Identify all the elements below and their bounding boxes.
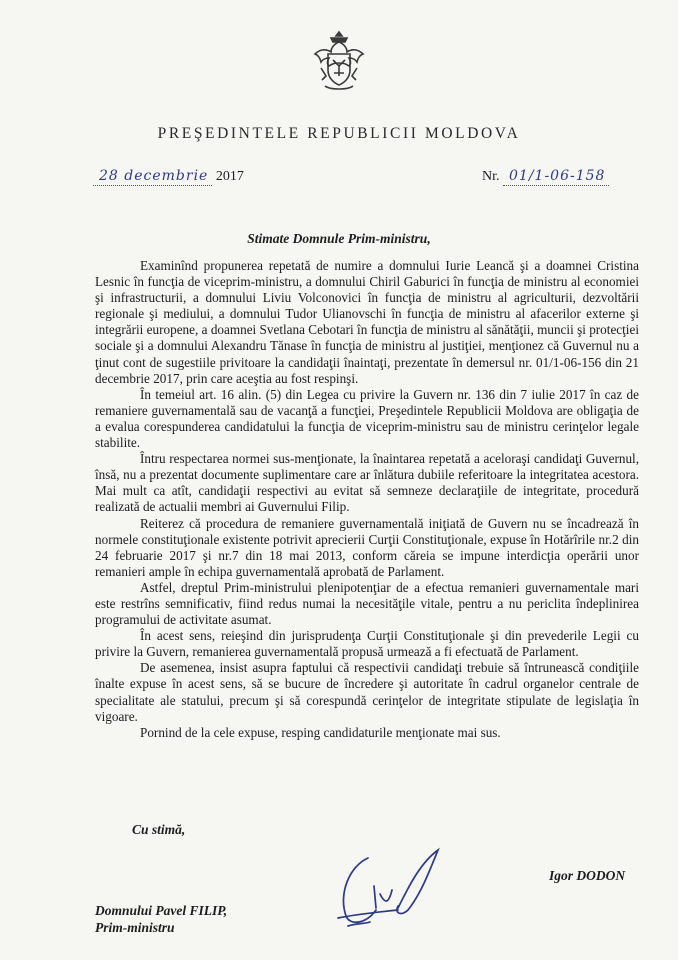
nr-label: Nr. <box>482 169 500 184</box>
institution-heading: PREŞEDINTELE REPUBLICII MOLDOVA <box>157 125 521 142</box>
date-line <box>93 168 244 186</box>
paragraph: Întru respectarea normei sus-menţionate, la înaintarea repetată a aceloraşi candidaţi Guvernul, însă, nu a prezentat documente suplimentare care ar înlătura dubiile referitoare la integritatea acestora. Mai mult ca atît, candidaţii respectivi au evitat să semneze declaraţiile de integritate, procedură realizată de actualii membri ai Guvernului Filip. <box>95 451 639 515</box>
paragraph: Astfel, dreptul Prim-ministrului plenipotenţiar de a efectua remanieri guvernamentale mari este restrîns semnificativ, fiind redus numai la necesităţile vitale, pentru a nu periclita îndeplinirea programului de activitate asumat. <box>95 579 639 628</box>
letter-body <box>95 258 639 741</box>
handwritten-date: 28 decembrie <box>93 168 212 186</box>
paragraph: Pornind de la cele expuse, resping candidaturile menţionate mai sus. <box>140 724 501 740</box>
addressee-block <box>95 902 227 936</box>
moldova-coat-of-arms-icon <box>311 28 367 94</box>
addressee-name: Domnului Pavel FILIP, <box>95 903 228 918</box>
paragraph: Examinînd propunerea repetată de numire a domnului Iurie Leancă şi a doamnei Cristina Lesnic în funcţia de viceprim-ministru, a domnului Chiril Gaburici în funcţia de ministru al economiei şi infrastructurii, a domnului Liviu Volconovici în funcţia de ministru al agriculturii, dezvoltării regionale şi mediului, a domnului Tudor Ulianovschi în funcţia de ministru al afacerilor externe şi integrării europene, a doamnei Svetlana Cebotari în funcţia de ministru al sănătăţii, muncii şi protecţiei sociale şi a domnului Alexandru Tănase în funcţia de ministru al justiţiei, menţionez că Guvernul nu a ţinut cont de sugestiile privitoare la candidaţii înaintaţi, prezentate în demersul nr. 01/1-06-156 din 21 decembrie 2017, prin care aceştia au fost respinşi. <box>95 258 639 386</box>
handwritten-signature <box>328 838 478 938</box>
salutation: Stimate Domnule Prim-ministru, <box>247 231 431 246</box>
signer-name: Igor DODON <box>549 868 626 883</box>
addressee-title: Prim-ministru <box>95 920 175 935</box>
paragraph: În acest sens, reieşind din jurisprudenţa Curţii Constituţionale şi din prevederile Legii cu privire la Guvern, remanierea guvernamentală propusă urmează a fi efectuată de Parlament. <box>95 628 639 660</box>
handwritten-reference-number: 01/1-06-158 <box>503 168 609 186</box>
paragraph: În temeiul art. 16 alin. (5) din Legea cu privire la Guvern nr. 136 din 7 iulie 2017 în caz de remaniere guvernamentală sau de vacanţă a funcţiei, Preşedintele Republicii Moldova are obligaţia de a evalua corespunderea candidatului la funcţia de viceprim-ministru sau de ministru cerinţelor legale stabilite. <box>95 386 639 451</box>
paragraph: De asemenea, insist asupra faptului că respectivii candidaţi trebuie să întrunească condiţiile înalte expuse în acest sens, să se bucure de încredere şi autoritate în cadrul organelor centrale de specialitate ale statului, precum şi să corespundă cerinţelor de integritate stipulate de legislaţia în vigoare. <box>95 660 639 724</box>
paragraph: Reiterez că procedura de remaniere guvernamentală iniţiată de Guvern nu se încadrează în normele constituţionale existente potrivit aprecierii Curţii Constituţionale, expuse în Hotărîrile nr.2 din 24 februarie 2017 şi nr.7 din 18 mai 2013, conform căreia se impune interdicţia operării unor remanieri ample în echipa guvernamentală aprobată de Parlament. <box>95 515 639 579</box>
date-year: 2017 <box>215 169 244 184</box>
closing-formula: Cu stimă, <box>132 822 186 837</box>
reference-number-line <box>482 168 609 186</box>
